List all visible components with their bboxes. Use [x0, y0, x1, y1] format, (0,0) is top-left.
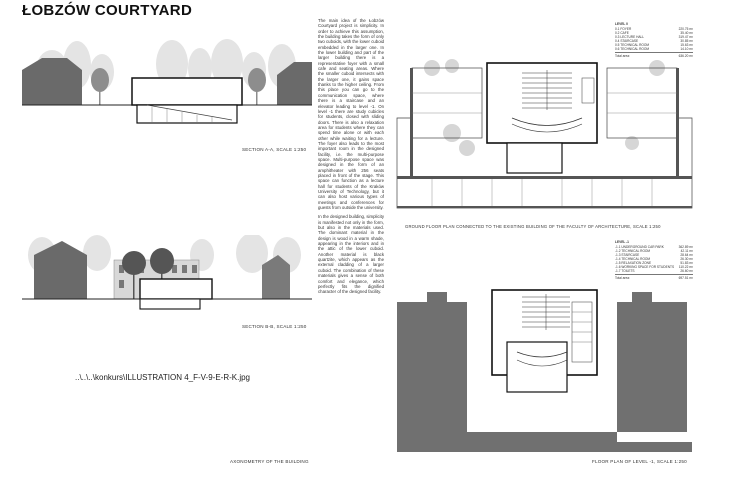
legend-heading: LEVEL 0	[615, 22, 628, 26]
missing-illustration-path: ..\..\..\konkurs\ILLUSTRATION 4_F-V-9-E-R-K.jpg	[75, 373, 251, 382]
legend-row: -1.2 TECHNICAL ROOM 42.11 m²	[615, 249, 693, 253]
legend-row: -1.7 TOILETS 26.60 m²	[615, 269, 693, 273]
description-paragraph-2: In the designed building, simplicity is manifested not only in the form, but also in the materials used. The dominant material in the design is wood in a warm shade, appearing in the interiors and in the attic of the lower cuboid. Another material is black quartzite, which appears as the external cladding of a larger cuboid. The combination of these materials gives a sense of both comfort and elegance, which perfectly fits the dignified character of the designed facility.	[318, 214, 384, 295]
legend-row: 0.4 STAIRCASE 30.85 m²	[615, 39, 693, 43]
legend-row: -1.4 TECHNICAL ROOM 26.30 m²	[615, 257, 693, 261]
ground-floor-plan	[392, 48, 697, 218]
ground-floor-caption: GROUND FLOOR PLAN CONNECTED TO THE EXISTING BUILDING OF THE FACULTY OF ARCHITECTURE, SCALE 1:250	[405, 224, 661, 229]
legend-heading: LEVEL -1	[615, 240, 629, 244]
legend-level-minus-1	[615, 240, 693, 280]
level-minus-1-plan	[392, 282, 697, 457]
legend-row: 0.1 FOYER 220.75 m²	[615, 27, 693, 31]
legend-row: 0.5 TECHNICAL ROOM 15.63 m²	[615, 43, 693, 47]
section-aa-drawing	[22, 30, 312, 140]
legend-row: 0.2 CAFE 35.40 m²	[615, 31, 693, 35]
section-bb-caption: SECTION B-B, SCALE 1:250	[242, 324, 307, 329]
legend-row: -1.6 WORKING SPACE FOR STUDENTS 110.22 m²	[615, 265, 693, 269]
legend-row: -1.1 UNDERGROUND CAR PARK 362.89 m²	[615, 245, 693, 249]
legend-row: -1.3 STAIRCASE 28.64 m²	[615, 253, 693, 257]
axonometry-caption: AXONOMETRY OF THE BUILDING	[230, 459, 309, 464]
page-title: ŁOBZÓW COURTYARD	[22, 2, 193, 19]
legend-total: Total area: 697.51 m²	[615, 276, 693, 280]
level-minus-1-caption: FLOOR PLAN OF LEVEL -1, SCALE 1:250	[592, 459, 687, 464]
legend-row: 0.6 TECHNICAL ROOM 14.10 m²	[615, 47, 693, 51]
legend-row: 0.3 LECTURE HALL 319.47 m²	[615, 35, 693, 39]
description-paragraph-1: The main idea of the Łobzów Courtyard project is simplicity. In order to achieve this assumption, the building takes the form of only two cuboids, with the lower cuboid embedded in the larger one. In the lower building and part of the larger building there is a representative foyer with a small cafe and seating areas. Where the smaller cuboid intersects with the larger one, it gains space thanks to the higher ceiling. From this place you can go to the communication space, where there is a staircase and an elevator leading to level -1. On level -1 there are study cubicles for students, closed with sliding doors. There is also a relaxation area for students where they can spend time alone or with each other while waiting for a lecture. The foyer also leads to the most important room in the designed facility, i.e. the multi-purpose space. Multi-purpose space was designed in the form of an amphitheater with 256 seats placed in front of the stage. This space can function as a lecture hall for students of the Kraków University of Technology, but it can also host various types of meetings and conferences for guests from outside the university.	[318, 18, 384, 211]
legend-row: -1.5 RELAXATION ZONE 51.83 m²	[615, 261, 693, 265]
legend-total: Total area: 636.20 m²	[615, 54, 693, 58]
section-aa-caption: SECTION A-A, SCALE 1:250	[242, 147, 307, 152]
section-bb-drawing	[22, 235, 312, 320]
project-description	[318, 18, 384, 299]
